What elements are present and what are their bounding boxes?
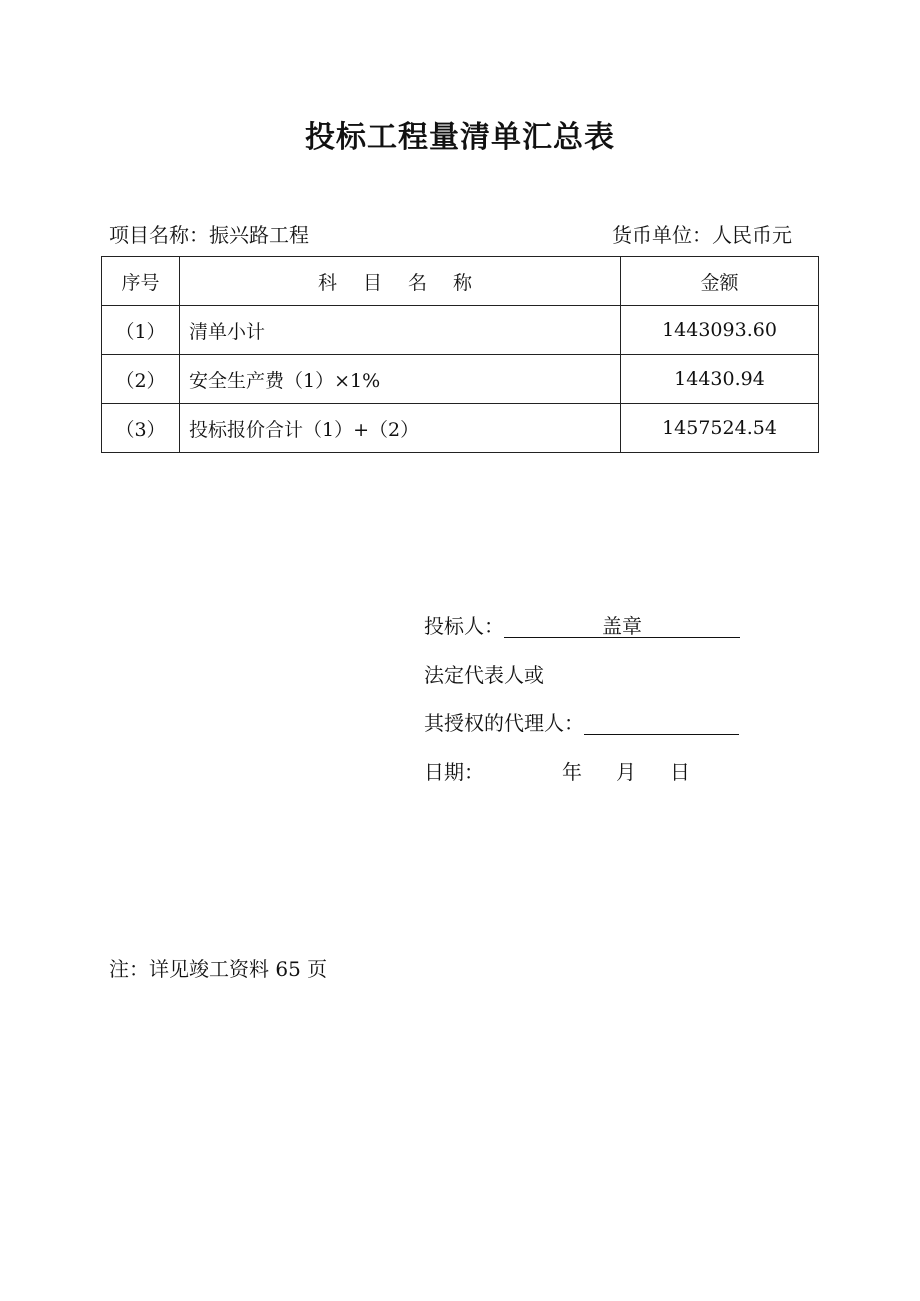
bidder-line bbox=[424, 610, 740, 639]
row-item-name: 安全生产费（1）×1% bbox=[180, 355, 621, 404]
header-item-name: 科 目 名 称 bbox=[180, 257, 621, 306]
date-year: 年 bbox=[562, 760, 582, 784]
row-amount: 1457524.54 bbox=[621, 404, 819, 453]
table-header-row bbox=[102, 257, 819, 306]
bidder-seal-field[interactable]: 盖章 bbox=[504, 615, 740, 638]
row-amount: 14430.94 bbox=[621, 355, 819, 404]
document-title: 投标工程量清单汇总表 bbox=[305, 120, 615, 155]
currency-unit-label: 货币单位：人民币元 bbox=[612, 223, 792, 247]
row-no: （3） bbox=[102, 404, 180, 453]
bidder-label: 投标人： bbox=[424, 614, 504, 638]
row-item-name: 清单小计 bbox=[180, 306, 621, 355]
row-amount: 1443093.60 bbox=[621, 306, 819, 355]
agent-signature-field[interactable] bbox=[584, 712, 739, 735]
date-day: 日 bbox=[670, 760, 690, 784]
header-no: 序号 bbox=[102, 257, 180, 306]
legal-rep-label: 法定代表人或 bbox=[424, 663, 544, 687]
row-item-name: 投标报价合计（1）+（2） bbox=[180, 404, 621, 453]
footnote: 注：详见竣工资料 65 页 bbox=[109, 957, 328, 981]
date-month: 月 bbox=[616, 760, 636, 784]
row-no: （1） bbox=[102, 306, 180, 355]
date-line bbox=[424, 756, 724, 785]
project-name-label: 项目名称：振兴路工程 bbox=[109, 223, 309, 247]
agent-label: 其授权的代理人： bbox=[424, 711, 584, 735]
table-row bbox=[102, 404, 819, 453]
agent-line bbox=[424, 707, 739, 736]
legal-rep-line bbox=[424, 659, 544, 688]
date-label: 日期： bbox=[424, 760, 484, 784]
table-row bbox=[102, 306, 819, 355]
table-row bbox=[102, 355, 819, 404]
row-no: （2） bbox=[102, 355, 180, 404]
header-amount: 金额 bbox=[621, 257, 819, 306]
summary-table bbox=[101, 256, 819, 453]
